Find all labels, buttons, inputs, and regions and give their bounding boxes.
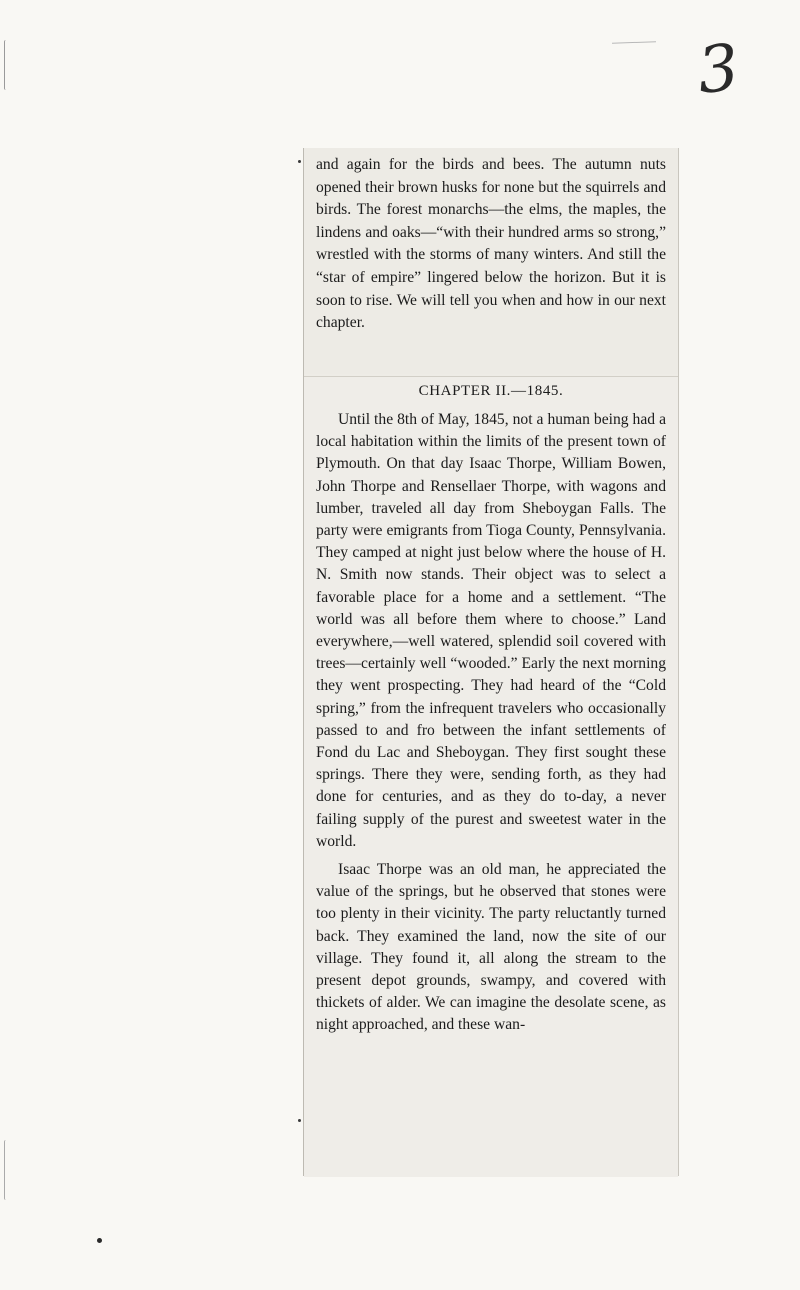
margin-tick (298, 160, 301, 163)
chapter-heading: CHAPTER II.—1845. (418, 383, 564, 399)
paragraph: Until the 8th of May, 1845, not a human being had a local habitation within the limits of the present town of Plymouth. On that day Isaac Thorpe, William Bowen, John Thorpe and Rensellaer Thorpe, with wagons and lumber, traveled all day from Sheboygan Falls. The party were emigrants from Tioga County, Pennsylvania. They camped at night just below where the house of H. N. Smith now stands. Their object was to select a favorable place for a home and a settlement. “The world was all before them where to choose.” Land everywhere,—well watered, splendid soil covered with trees—certainly well “wooded.” Early the next morning they went prospecting. They had heard of the “Cold spring,” from the infrequent travelers who occasionally passed to and fro between the infant settlements of Fond du Lac and Sheboygan. They first sought these springs. There they were, sending forth, as they had done for centuries, and as they do to-day, a never failing supply of the purest and sweetest water in the world. (316, 411, 666, 850)
paragraph: Isaac Thorpe was an old man, he appreciated the value of the springs, but he observed that stones were too plenty in their vicinity. The party reluctantly turned back. They examined the land, now the site of our village. They found it, all along the stream to the present depot grounds, swampy, and covered with thickets of alder. We can imagine the desolate scene, as night approached, and these wan- (316, 861, 666, 1034)
text-column (316, 154, 666, 335)
pencil-stroke (612, 41, 656, 44)
clipping-chapter-section (304, 376, 678, 1177)
ink-dot (97, 1238, 102, 1243)
clipping-top-section (304, 148, 678, 374)
newspaper-clipping (303, 148, 679, 1176)
paper-edge-mark (4, 40, 8, 90)
text-column (316, 409, 666, 1037)
paper-edge-mark (4, 1140, 8, 1200)
handwritten-page-number: 3 (694, 31, 743, 109)
paragraph: and again for the birds and bees. The autumn nuts opened their brown husks for none but the squirrels and birds. The forest monarchs—the elms, the maples, the lindens and oaks—“with their hundred arms so strong,” wrestled with the storms of many winters. And still the “star of empire” lingered below the horizon. But it is soon to rise. We will tell you when and how in our next chapter. (316, 156, 666, 332)
margin-tick (298, 1119, 301, 1122)
